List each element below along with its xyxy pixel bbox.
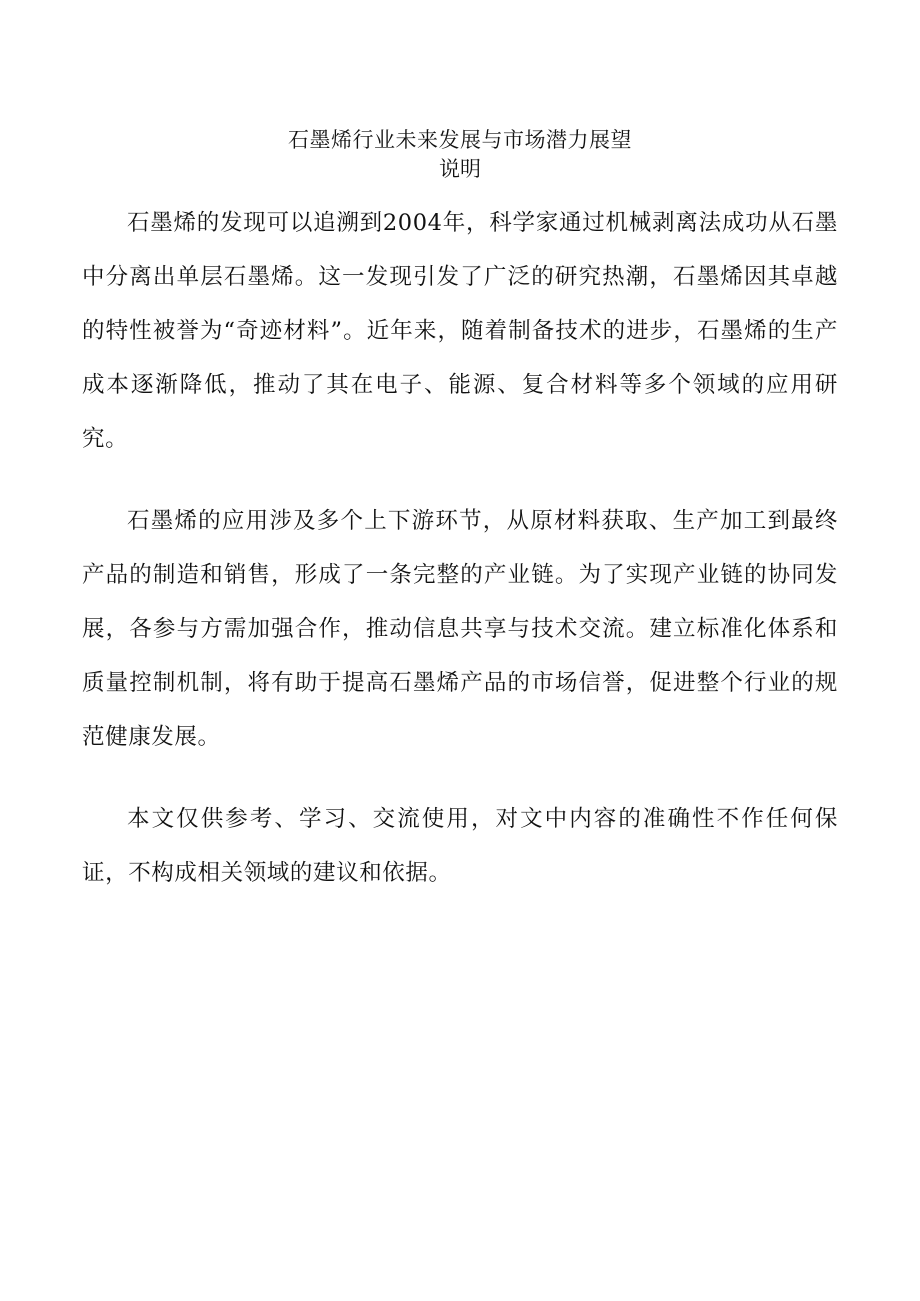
document-body [82, 196, 838, 928]
paragraph-industry-chain: 石墨烯的应用涉及多个上下游环节，从原材料获取、生产加工到最终产品的制造和销售，形成了一条完整的产业链。为了实现产业链的协同发展，各参与方需加强合作，推动信息共享与技术交流。建立标准化体系和质量控制机制，将有助于提高石墨烯产品的市场信誉，促进整个行业的规范健康发展。 [82, 508, 838, 750]
document-subtitle: 说明 [439, 157, 481, 181]
paragraph-disclaimer: 本文仅供参考、学习、交流使用，对文中内容的准确性不作任何保证，不构成相关领域的建议和依据。 [82, 806, 838, 886]
paragraph-discovery: 石墨烯的发现可以追溯到2004年，科学家通过机械剥离法成功从石墨中分离出单层石墨烯。这一发现引发了广泛的研究热潮，石墨烯因其卓越的特性被誉为“奇迹材料”。近年来，随着制备技术的进步，石墨烯的生产成本逐渐降低，推动了其在电子、能源、复合材料等多个领域的应用研究。 [82, 210, 838, 452]
document-title: 石墨烯行业未来发展与市场潜力展望 [288, 128, 632, 152]
